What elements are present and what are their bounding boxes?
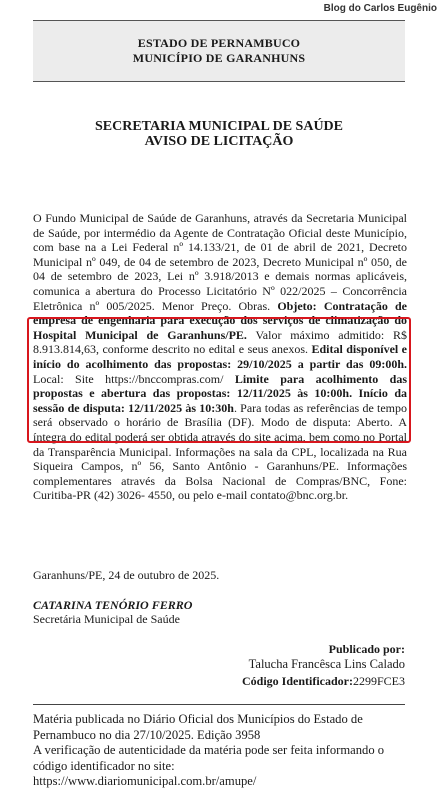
- body-closing: . Para todas as referências de tempo será observado o horário de Brasília (DF). Modo de disputa: Aberto. A íntegra do edital poderá ser obtida através do site acima, bem como no Portal da Transparência Municipal. Informações na sala da CPL, localizada na Rua Siqueira Campos, nº 56, Santo Antônio - Garanhuns/PE. Informações complementares através da Bolsa Nacional de Compras/BNC, Fone: Curitiba-PR (42) 3026- 4550, ou pelo e-mail contato@bnc.org.br.: [33, 400, 408, 503]
- highlight-box: [27, 317, 411, 443]
- edital-availability: Edital disponível e início do acolhimento das propostas: 29/10/2025 a partir das 09:00h.: [33, 342, 407, 371]
- identifier-code: [242, 674, 405, 689]
- footer-publication-info: Matéria publicada no Diário Oficial dos Municípios do Estado de Pernambuco no dia 27/10/2025. Edição 3958: [33, 712, 363, 742]
- state-header: [33, 20, 405, 82]
- publisher-name: Talucha Francêsca Lins Calado: [248, 657, 405, 671]
- identifier-code-value: 2299FCE3: [352, 674, 405, 688]
- deadline-text: Limite para acolhimento das propostas e abertura das propostas: 12/11/2025 às 10:00h. Início da sessão de disputa: 12/11/2025 às 10:30h: [33, 371, 407, 415]
- blog-watermark: Blog do Carlos Eugênio: [323, 3, 437, 14]
- signer-name: CATARINA TENÓRIO FERRO: [33, 598, 193, 612]
- notice-title: AVISO DE LICITAÇÃO: [144, 134, 294, 149]
- published-by-label: Publicado por:: [328, 642, 405, 656]
- object-description: Objeto: Contratação de empresa de engenharia para execução dos serviços de climatização do Hospital Municipal de Garanhuns/PE.: [33, 298, 407, 342]
- max-value-text: Valor máximo admitido: R$ 8.913.814,63, conforme descrito no edital e seus anexos.: [33, 327, 407, 357]
- footer: [33, 712, 413, 790]
- municipality-name: MUNICÍPIO DE GARANHUNS: [132, 51, 306, 65]
- identifier-code-label: Código Identificador:: [241, 674, 353, 688]
- signer-role: Secretária Municipal de Saúde: [33, 612, 180, 626]
- secretariat-title: SECRETARIA MUNICIPAL DE SAÚDE: [94, 119, 344, 134]
- footer-divider: [33, 704, 405, 705]
- state-name: ESTADO DE PERNAMBUCO: [137, 36, 301, 50]
- date-line: Garanhuns/PE, 24 de outubro de 2025.: [33, 568, 220, 582]
- location-text: Local: Site https://bnccompras.com/: [33, 371, 235, 386]
- body-intro: O Fundo Municipal de Saúde de Garanhuns, através da Secretaria Municipal de Saúde, por intermédio da Agente de Contratação Oficial deste Município, com base na a Lei Federal nº 14.133/21, de 01 de abril de 2021, Decreto Municipal nº 049, de 04 de setembro de 2023, Decreto Municipal nº 050, de 04 de setembro de 2023, Lei nº 3.918/2013 e demais normas aplicáveis, comunica a abertura do Processo Licitatório Nº 022/2025 – Concorrência Eletrônica nº 005/2025. Menor Preço. Obras.: [33, 211, 407, 313]
- footer-verification-info: A verificação de autenticidade da matéria pode ser feita informando o código identificador no site:: [33, 743, 385, 773]
- footer-url[interactable]: https://www.diariomunicipal.com.br/amupe/: [33, 774, 257, 788]
